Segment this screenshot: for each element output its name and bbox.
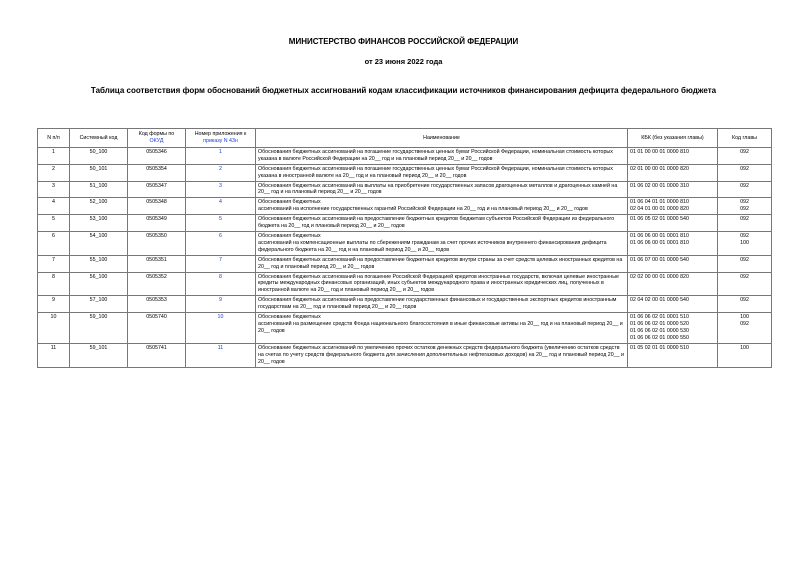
kbk-codes (628, 343, 718, 367)
table-row (38, 148, 772, 165)
appendix-link[interactable]: 1 (186, 148, 256, 165)
document-date: от 23 июня 2022 года (364, 57, 443, 66)
kbk-code: 01 06 05 02 01 0000 540 (630, 216, 689, 223)
table-row (38, 255, 772, 272)
table-body (38, 148, 772, 368)
kbk-code: 01 06 06 02 01 0000 520 (630, 320, 689, 327)
table-row (38, 272, 772, 296)
table-row (38, 312, 772, 343)
appendix-link[interactable]: 7 (186, 255, 256, 272)
table-row (38, 164, 772, 181)
chapter-codes (718, 343, 772, 367)
col-header-chapter: Код главы (718, 129, 772, 148)
row-number: 7 (38, 255, 70, 272)
app-num-label: Номер приложения к (194, 131, 247, 138)
appendix-link[interactable]: 4 (186, 198, 256, 215)
appendix-link[interactable]: 10 (186, 312, 256, 343)
name-line: Обоснование бюджетных ассигнований по увеличению прочих остатков денежных средств федерального бюджета (увеличению остатков средств на счетах по учету средств федерального бюджета для зачисления дополнительных нефтегазовых доходов) на 20__ год и плановый период 20__ и 20__ годов (258, 344, 624, 365)
chapter-code: 092 (740, 199, 749, 206)
justification-name (256, 148, 628, 165)
kbk-code: 01 06 07 00 01 0000 540 (630, 256, 689, 263)
kbk-code: 01 06 02 00 01 0000 310 (630, 182, 689, 189)
table-header-row (38, 129, 772, 148)
kbk-codes (628, 148, 718, 165)
row-number: 6 (38, 232, 70, 256)
table-row (38, 198, 772, 215)
chapter-code: 100 (740, 344, 749, 351)
order-link[interactable]: приказу N 43н (203, 138, 238, 144)
okud-form-code: 0505347 (128, 181, 186, 198)
justification-name (256, 272, 628, 296)
justification-name (256, 232, 628, 256)
col-header-sys-code: Системный код (70, 129, 128, 148)
system-code: 51_100 (70, 181, 128, 198)
chapter-code: 092 (740, 256, 749, 263)
chapter-codes (718, 296, 772, 313)
okud-form-code: 0505352 (128, 272, 186, 296)
name-line: Обоснования бюджетных ассигнований на предоставление бюджетных кредитов бюджетам субъектов Российской Федерации из федерального бюджета на 20__ год и плановый период 20__ и 20__ годов (258, 216, 615, 230)
name-line: Обоснования бюджетных ассигнований на погашение государственных ценных бумаг Российской Федерации, номинальная стоимость которых указана в иностранной валюте на 20__ год и на плановый период 20__ и 20__ годов (258, 165, 613, 179)
name-line: Обоснования бюджетных ассигнований на предоставление государственных финансовых и государственных экспортных кредитов иностранным государствам на 20__ год и плановый период 20__ и 20__ годов (258, 297, 617, 310)
ministry-heading: МИНИСТЕРСТВО ФИНАНСОВ РОССИЙСКОЙ ФЕДЕРАЦИИ (288, 37, 519, 46)
system-code: 52_100 (70, 198, 128, 215)
system-code: 50_101 (70, 164, 128, 181)
kbk-code: 02 04 01 00 01 0000 820 (630, 206, 689, 213)
kbk-codes (628, 164, 718, 181)
chapter-code: 092 (740, 165, 749, 172)
appendix-link[interactable]: 9 (186, 296, 256, 313)
justification-name (256, 255, 628, 272)
name-line: Обоснования бюджетных ассигнований на погашение Российской Федерацией кредитов иностранных государств, включая целевые иностранные кредиты международных финансовых организаций, иных субъектов международного права и иностранных юридических лиц, полученных в иностранной валюте на 20__ год и плановый период 20__ и 20__ годов (258, 273, 619, 294)
kbk-code: 01 06 06 02 01 0000 530 (630, 327, 689, 334)
chapter-codes (718, 232, 772, 256)
justification-name (256, 215, 628, 232)
okud-form-code: 0505350 (128, 232, 186, 256)
table-row (38, 181, 772, 198)
chapter-code: 092 (740, 273, 749, 280)
kbk-codes (628, 181, 718, 198)
chapter-codes (718, 148, 772, 165)
system-code: 55_100 (70, 255, 128, 272)
table-row (38, 232, 772, 256)
table-row (38, 343, 772, 367)
system-code: 56_100 (70, 272, 128, 296)
name-line: Обоснования бюджетных (258, 199, 321, 206)
system-code: 50_100 (70, 148, 128, 165)
row-number: 1 (38, 148, 70, 165)
kbk-code: 02 01 00 00 01 0000 820 (630, 165, 689, 172)
system-code: 54_100 (70, 232, 128, 256)
chapter-code: 100 (740, 240, 749, 246)
chapter-code: 092 (740, 233, 749, 239)
table-row (38, 215, 772, 232)
chapter-codes (718, 164, 772, 181)
chapter-code: 100 (740, 313, 749, 320)
name-line: Обоснования бюджетных ассигнований на выплаты на приобретение государственных запасов драгоценных металлов и драгоценных камней на 20__ год и на плановый период 20__ и 20__ годов (258, 182, 618, 196)
okud-link[interactable]: ОКУД (149, 138, 164, 144)
table-row (38, 296, 772, 313)
chapter-codes (718, 272, 772, 296)
kbk-code: 01 06 06 02 01 0001 510 (630, 313, 689, 320)
justification-name (256, 181, 628, 198)
chapter-code: 092 (740, 320, 749, 327)
justification-name (256, 198, 628, 215)
chapter-code: 092 (740, 216, 749, 223)
col-header-num: N п/п (38, 129, 70, 148)
kbk-code: 01 06 04 01 01 0000 810 (630, 199, 689, 206)
justification-name (256, 296, 628, 313)
kbk-codes (628, 215, 718, 232)
kbk-codes (628, 255, 718, 272)
okud-form-code: 0505740 (128, 312, 186, 343)
col-header-name: Наименование (256, 129, 628, 148)
kbk-code: 02 04 02 00 01 0000 540 (630, 297, 689, 304)
row-number: 2 (38, 164, 70, 181)
kbk-code: 01 05 02 01 01 0000 510 (630, 344, 689, 351)
name-line: ассигнований на компенсационные выплаты по сбережениям гражданам за счет прочих источников внутреннего финансирования дефицита федерального бюджета на 20__ год и на плановый период 20__ и 20__ годов (258, 240, 607, 253)
system-code: 59_100 (70, 312, 128, 343)
kbk-codes (628, 198, 718, 215)
appendix-link[interactable]: 2 (186, 164, 256, 181)
kbk-code: 01 06 06 00 01 0001 810 (630, 240, 689, 246)
system-code: 59_101 (70, 343, 128, 367)
okud-form-code: 0505349 (128, 215, 186, 232)
row-number: 9 (38, 296, 70, 313)
row-number: 10 (38, 312, 70, 343)
system-code: 57_100 (70, 296, 128, 313)
chapter-codes (718, 215, 772, 232)
chapter-codes (718, 255, 772, 272)
name-line: ассигнований на размещение средств Фонда национального благосостояния в иные финансовые активы на 20__ год и на плановый период 20__ и 20__ годов (258, 320, 623, 334)
row-number: 4 (38, 198, 70, 215)
name-line: Обоснования бюджетных (258, 233, 321, 239)
form-code-label: Код формы по (138, 131, 175, 138)
okud-form-code: 0505351 (128, 255, 186, 272)
col-header-app-num (186, 129, 256, 148)
row-number: 5 (38, 215, 70, 232)
okud-form-code: 0505741 (128, 343, 186, 367)
name-line: Обоснования бюджетных ассигнований на предоставление бюджетных кредитов внутри страны за счет средств целевых иностранных кредитов на 20__ год и плановый период 20__ и 20__ годов (258, 256, 623, 270)
okud-form-code: 0505354 (128, 164, 186, 181)
appendix-link[interactable]: 5 (186, 215, 256, 232)
appendix-link[interactable]: 3 (186, 181, 256, 198)
col-header-kbk: КБК (без указания главы) (628, 129, 718, 148)
row-number: 8 (38, 272, 70, 296)
name-line: ассигнований на исполнение государственных гарантий Российской Федерации на 20__ год и на плановый период 20__ и 20__ годов (258, 206, 588, 213)
kbk-codes (628, 272, 718, 296)
kbk-code: 01 06 06 02 01 0000 550 (630, 334, 689, 341)
chapter-code: 092 (740, 206, 749, 213)
document-title: Таблица соответствия форм обоснований бюджетных ассигнований кодам классификации источников финансирования дефицита федерального бюджета (90, 86, 717, 95)
chapter-code: 092 (740, 297, 749, 304)
kbk-codes (628, 296, 718, 313)
appendix-link[interactable]: 6 (186, 232, 256, 256)
kbk-codes (628, 312, 718, 343)
row-number: 3 (38, 181, 70, 198)
chapter-codes (718, 181, 772, 198)
justification-name (256, 312, 628, 343)
system-code: 53_100 (70, 215, 128, 232)
chapter-codes (718, 198, 772, 215)
kbk-code: 02 02 00 00 01 0000 820 (630, 273, 689, 280)
okud-form-code: 0505348 (128, 198, 186, 215)
justification-name (256, 164, 628, 181)
chapter-codes (718, 312, 772, 343)
chapter-code: 092 (740, 182, 749, 189)
col-header-form-code (128, 129, 186, 148)
okud-form-code: 0505346 (128, 148, 186, 165)
justification-name (256, 343, 628, 367)
name-line: Обоснование бюджетных (258, 313, 321, 320)
appendix-link[interactable]: 11 (186, 343, 256, 367)
okud-form-code: 0505353 (128, 296, 186, 313)
kbk-codes (628, 232, 718, 256)
correspondence-table (37, 128, 772, 368)
kbk-code: 01 06 06 00 01 0001 810 (630, 233, 689, 239)
appendix-link[interactable]: 8 (186, 272, 256, 296)
row-number: 11 (38, 343, 70, 367)
chapter-code: 092 (740, 149, 749, 155)
kbk-code: 01 01 00 00 01 0000 810 (630, 149, 689, 155)
name-line: Обоснования бюджетных ассигнований на погашение государственных ценных бумаг Российской Федерации, номинальная стоимость которых указана в валюте Российской Федерации на 20__ год и на плановый период 20__ и 20__ годов (258, 149, 613, 162)
